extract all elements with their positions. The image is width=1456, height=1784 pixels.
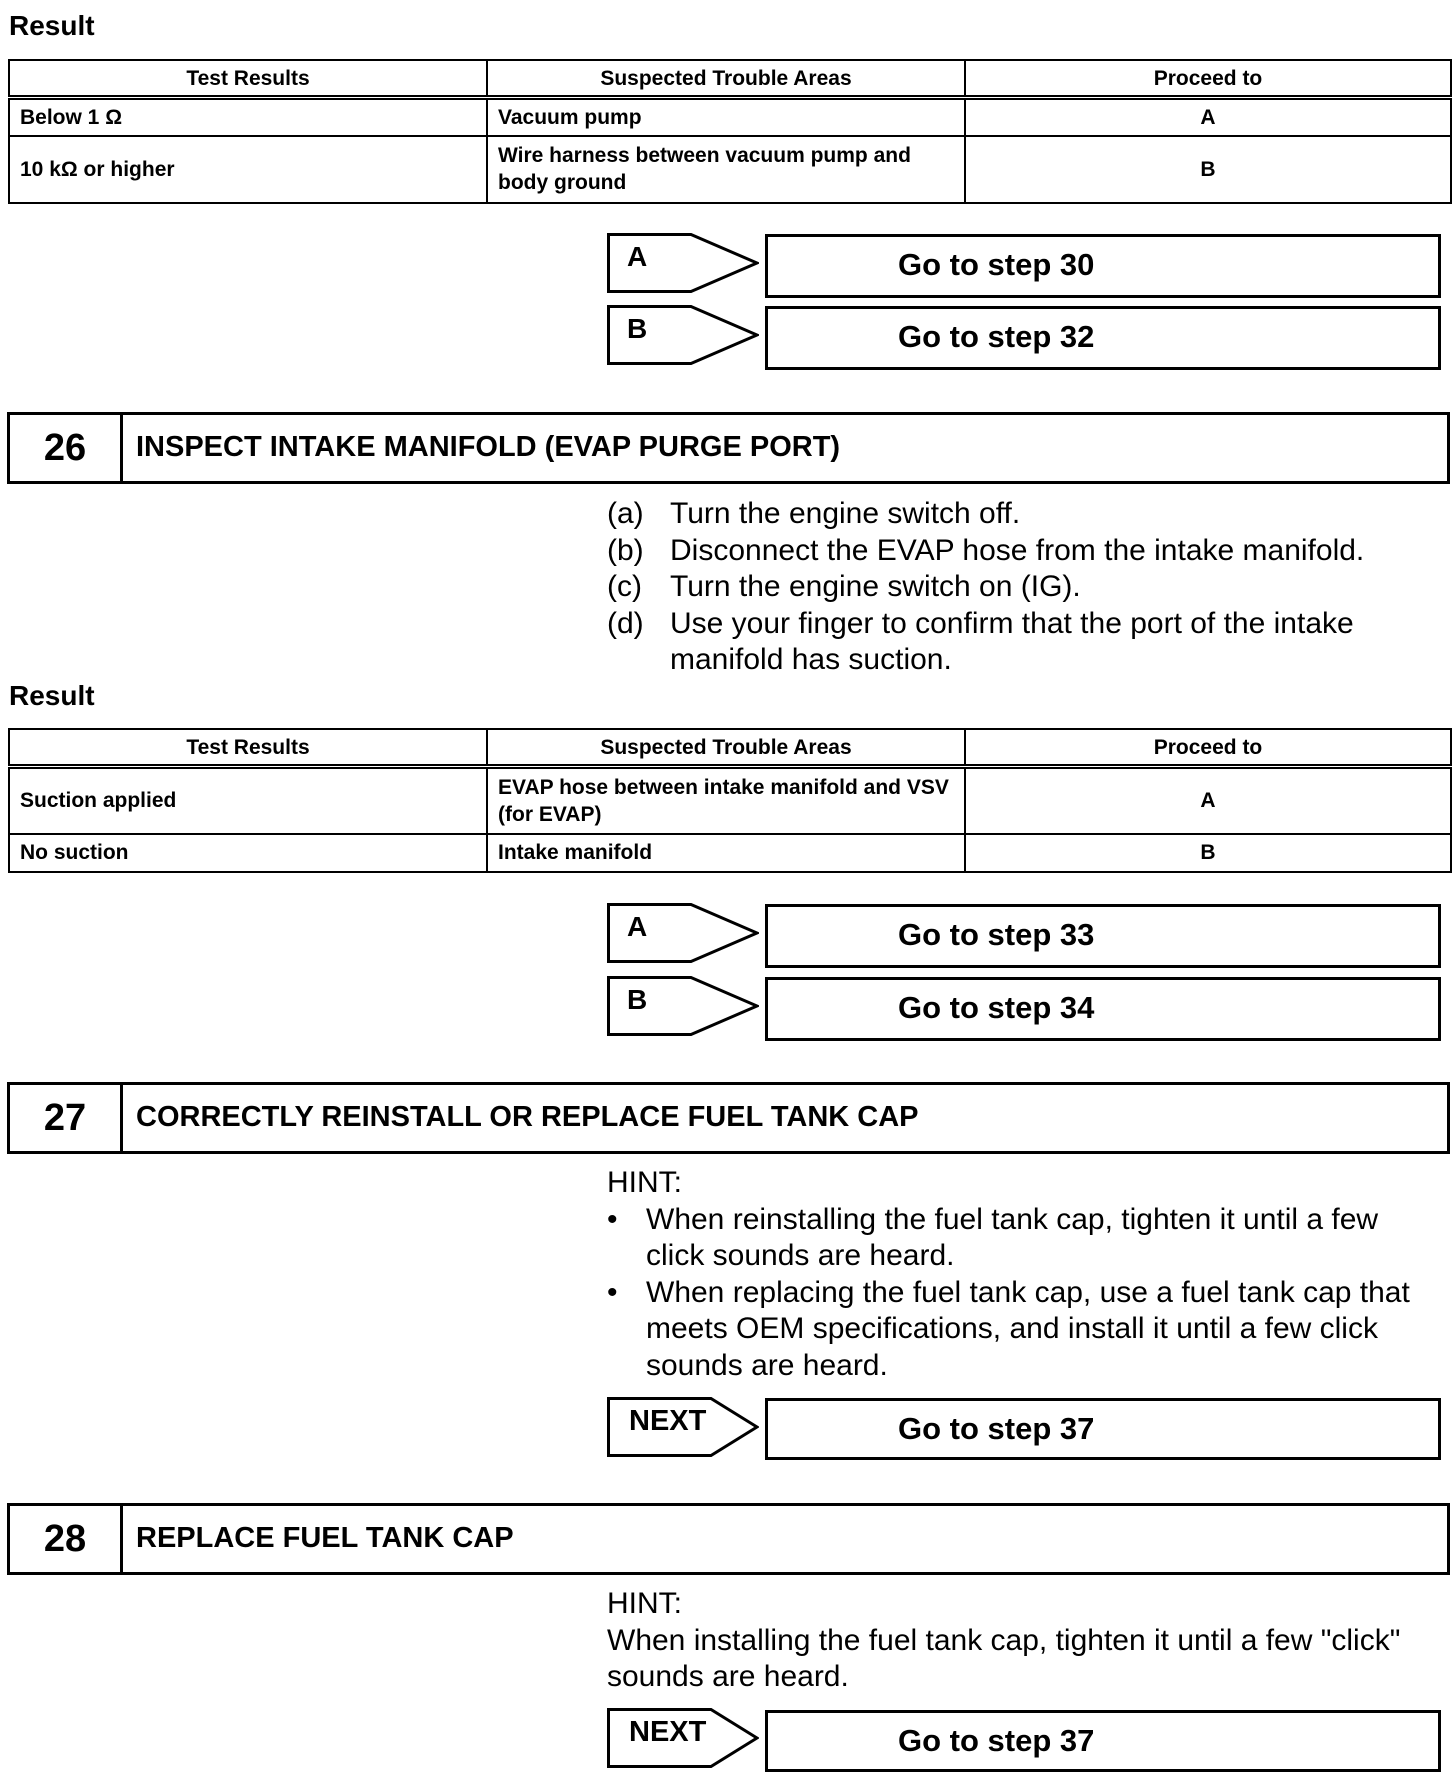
goto-text: Go to step 32 (898, 319, 1095, 354)
item-text: Disconnect the EVAP hose from the intake manifold. (670, 533, 1365, 567)
item-label: (a) (607, 497, 644, 530)
cell-test-result: No suction (9, 834, 487, 872)
header-proceed-to: Proceed to (965, 729, 1451, 767)
goto-step-37-box[interactable] (765, 1710, 1441, 1772)
bullet-text: When replacing the fuel tank cap, use a fuel tank cap that meets OEM specifications, and install it until a few click sounds are heard. (646, 1275, 1410, 1382)
table-header-row (9, 729, 1451, 767)
item-text: Turn the engine switch off. (670, 497, 1021, 530)
table-header-row (9, 60, 1451, 98)
step-26-header (7, 412, 1450, 484)
result-heading: Result (9, 680, 95, 711)
next-arrow[interactable] (607, 1397, 759, 1457)
goto-step-33-box[interactable] (765, 904, 1441, 968)
result-heading: Result (9, 10, 95, 41)
option-label: B (627, 984, 648, 1015)
option-label: B (627, 313, 648, 344)
cell-trouble-area: Wire harness between vacuum pump and body ground (487, 136, 965, 203)
header-suspected-trouble-areas: Suspected Trouble Areas (487, 60, 965, 98)
list-item (607, 1202, 1447, 1275)
list-item (607, 606, 1397, 679)
item-label: (c) (607, 570, 642, 603)
table-row (9, 98, 1451, 136)
item-label: (b) (607, 533, 644, 567)
step-number: 28 (10, 1506, 123, 1572)
table-row (9, 767, 1451, 834)
hint-label: HINT: (607, 1587, 682, 1620)
goto-step-30-box[interactable] (765, 234, 1441, 298)
list-item (607, 569, 1397, 606)
step-title: REPLACE FUEL TANK CAP (136, 1522, 514, 1554)
result-table-1 (8, 59, 1452, 204)
cell-proceed-to: A (965, 98, 1451, 136)
cell-trouble-area: Intake manifold (487, 834, 965, 872)
cell-trouble-area: EVAP hose between intake manifold and VSV (for EVAP) (487, 767, 965, 834)
header-proceed-to: Proceed to (965, 60, 1451, 98)
cell-test-result: 10 kΩ or higher (9, 136, 487, 203)
option-label: A (627, 911, 648, 942)
cell-proceed-to: B (965, 136, 1451, 203)
goto-step-32-box[interactable] (765, 306, 1441, 370)
item-label: (d) (607, 606, 644, 640)
step-26-instructions (607, 496, 1397, 679)
result-table-2 (8, 728, 1452, 873)
step-28-hint (607, 1586, 1437, 1696)
goto-text: Go to step 30 (898, 247, 1095, 282)
next-arrow[interactable] (607, 1708, 759, 1768)
step-28-header (7, 1503, 1450, 1575)
list-item (607, 533, 1397, 570)
step-title: CORRECTLY REINSTALL OR REPLACE FUEL TANK CAP (136, 1101, 919, 1133)
cell-proceed-to: B (965, 834, 1451, 872)
item-text: Turn the engine switch on (IG). (670, 570, 1081, 603)
cell-test-result: Below 1 Ω (9, 98, 487, 136)
next-label: NEXT (629, 1405, 707, 1437)
goto-step-34-box[interactable] (765, 977, 1441, 1041)
cell-test-result: Suction applied (9, 767, 487, 834)
option-a-arrow[interactable] (607, 233, 759, 293)
option-b-arrow[interactable] (607, 976, 759, 1036)
bullet-icon: • (607, 1202, 618, 1236)
step-number: 27 (10, 1085, 123, 1151)
bullet-text: When reinstalling the fuel tank cap, tighten it until a few click sounds are heard. (646, 1202, 1379, 1272)
option-a-arrow[interactable] (607, 903, 759, 963)
step-title: INSPECT INTAKE MANIFOLD (EVAP PURGE PORT) (136, 431, 841, 463)
cell-proceed-to: A (965, 767, 1451, 834)
table-row (9, 834, 1451, 872)
header-test-results: Test Results (9, 60, 487, 98)
step-27-header (7, 1082, 1450, 1154)
item-text: Use your finger to confirm that the port of the intake manifold has suction. (670, 606, 1354, 676)
goto-step-37-box[interactable] (765, 1398, 1441, 1460)
hint-text: When installing the fuel tank cap, tighten it until a few "click" sounds are heard. (607, 1623, 1401, 1693)
list-item (607, 1275, 1447, 1385)
list-item (607, 496, 1397, 533)
goto-text: Go to step 34 (898, 990, 1095, 1025)
step-27-hint (607, 1165, 1447, 1384)
header-test-results: Test Results (9, 729, 487, 767)
header-suspected-trouble-areas: Suspected Trouble Areas (487, 729, 965, 767)
goto-text: Go to step 37 (898, 1723, 1095, 1758)
next-label: NEXT (629, 1716, 707, 1748)
step-number: 26 (10, 415, 123, 481)
goto-text: Go to step 33 (898, 917, 1095, 952)
option-b-arrow[interactable] (607, 305, 759, 365)
bullet-icon: • (607, 1275, 618, 1309)
hint-label: HINT: (607, 1166, 682, 1199)
goto-text: Go to step 37 (898, 1411, 1095, 1446)
table-row (9, 136, 1451, 203)
option-label: A (627, 241, 648, 272)
cell-trouble-area: Vacuum pump (487, 98, 965, 136)
